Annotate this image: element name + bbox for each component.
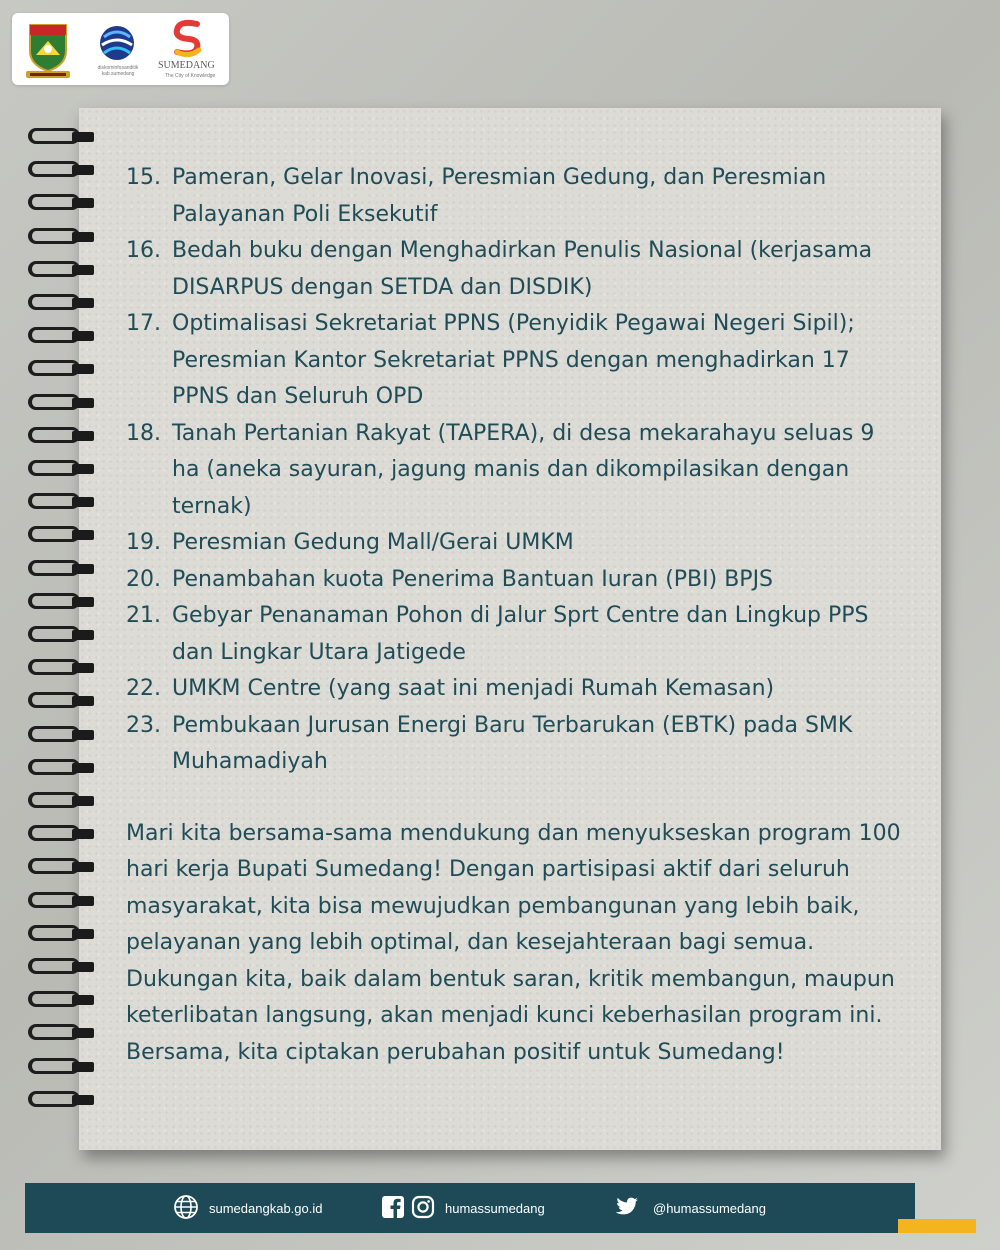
spiral-hole: [72, 796, 94, 806]
list-item: [126, 160, 926, 233]
spiral-hole: [72, 232, 94, 242]
paragraph-line: masyarakat, kita bisa mewujudkan pembangunan yang lebih baik,: [126, 893, 860, 919]
spiral-hole: [72, 763, 94, 773]
list-item-line: dan Lingkar Utara Jatigede: [172, 639, 466, 665]
globe-icon: [173, 1194, 199, 1223]
page-content: [126, 160, 926, 1071]
program-list: [126, 160, 926, 781]
spiral-ring: [28, 659, 90, 677]
spiral-hole: [72, 298, 94, 308]
footer-twitter[interactable]: [615, 1183, 766, 1233]
spiral-ring: [28, 858, 90, 876]
list-item-line: PPNS dan Seluruh OPD: [172, 384, 424, 409]
list-item-text: [172, 598, 926, 671]
list-item-number: 15.: [126, 165, 161, 190]
spiral-hole: [72, 829, 94, 839]
list-item-line: Tanah Pertanian Rakyat (TAPERA), di desa mekarahayu seluas 9: [172, 420, 875, 446]
list-item: [126, 708, 926, 781]
spiral-ring: [28, 792, 90, 810]
list-item-number: 17.: [126, 311, 161, 336]
spiral-ring: [28, 1091, 90, 1109]
sumedang-caption: SUMEDANG: [158, 60, 215, 71]
list-item-number: 18.: [126, 420, 161, 446]
list-item-line: DISARPUS dengan SETDA dan DISDIK): [172, 274, 593, 300]
spiral-hole: [72, 862, 94, 872]
spiral-hole: [72, 265, 94, 275]
spiral-ring: [28, 161, 90, 179]
kominfo-icon: [94, 23, 140, 67]
list-item-text: [172, 416, 926, 526]
spiral-ring: [28, 692, 90, 710]
spiral-ring: [28, 825, 90, 843]
list-item: [126, 598, 926, 671]
twitter-icon: [615, 1196, 639, 1221]
spiral-ring: [28, 427, 90, 445]
list-item-number: 23.: [126, 712, 161, 738]
spiral-ring: [28, 194, 90, 212]
spiral-ring: [28, 128, 90, 146]
spiral-hole: [72, 364, 94, 374]
list-item-number: 16.: [126, 238, 161, 263]
list-item-line: Palayanan Poli Eksekutif: [172, 201, 438, 227]
list-item-text: [172, 562, 926, 599]
spiral-hole: [72, 896, 94, 906]
footer-website[interactable]: [173, 1183, 322, 1233]
list-item-text: [172, 708, 926, 781]
spiral-ring: [28, 394, 90, 412]
list-item-number: 20.: [126, 566, 161, 592]
spiral-ring: [28, 294, 90, 312]
spiral-hole: [72, 331, 94, 341]
list-item-line: UMKM Centre (yang saat ini menjadi Rumah Kemasan): [172, 676, 775, 701]
list-item: [126, 233, 926, 306]
spiral-hole: [72, 165, 94, 175]
spiral-ring: [28, 925, 90, 943]
spiral-hole: [72, 530, 94, 540]
spiral-hole: [72, 663, 94, 673]
list-item-line: Pembukaan Jurusan Energi Baru Terbarukan (EBTK) pada SMK: [172, 712, 853, 738]
list-item: [126, 416, 926, 526]
spiral-ring: [28, 560, 90, 578]
list-item-text: [172, 525, 926, 562]
paragraph-line: keterlibatan langsung, akan menjadi kunci keberhasilan program ini.: [126, 1003, 883, 1028]
spiral-hole: [72, 1028, 94, 1038]
list-item: [126, 525, 926, 562]
spiral-ring: [28, 460, 90, 478]
spiral-hole: [72, 696, 94, 706]
list-item: [126, 562, 926, 599]
social-handle-text: humassumedang: [445, 1200, 545, 1216]
crest-icon: [24, 21, 72, 83]
spiral-hole: [72, 464, 94, 474]
facebook-icon: [381, 1195, 405, 1222]
spiral-hole: [72, 1095, 94, 1105]
list-item-line: Peresmian Gedung Mall/Gerai UMKM: [172, 530, 574, 555]
spiral-ring: [28, 759, 90, 777]
list-item-number: 21.: [126, 603, 161, 628]
paragraph-line: Mari kita bersama-sama mendukung dan menyukseskan program 100: [126, 820, 901, 846]
twitter-handle-text: @humassumedang: [653, 1200, 766, 1216]
footer-bar: [25, 1183, 915, 1233]
list-item: [126, 306, 926, 416]
spiral-ring: [28, 1058, 90, 1076]
paragraph-line: hari kerja Bupati Sumedang! Dengan partisipasi aktif dari seluruh: [126, 857, 850, 882]
spiral-hole: [72, 1062, 94, 1072]
list-item-line: Bedah buku dengan Menghadirkan Penulis Nasional (kerjasama: [172, 238, 873, 263]
list-item-text: [172, 233, 926, 306]
spiral-hole: [72, 630, 94, 640]
list-item-line: Optimalisasi Sekretariat PPNS (Penyidik Pegawai Negeri Sipil);: [172, 311, 855, 336]
spiral-hole: [72, 431, 94, 441]
spiral-ring: [28, 892, 90, 910]
spiral-ring: [28, 261, 90, 279]
paragraph-line: Dukungan kita, baik dalam bentuk saran, kritik membangun, maupun: [126, 966, 895, 992]
spiral-ring: [28, 726, 90, 744]
spiral-ring: [28, 327, 90, 345]
list-item-line: Penambahan kuota Penerima Bantuan Iuran (PBI) BPJS: [172, 566, 774, 592]
spiral-hole: [72, 730, 94, 740]
spiral-ring: [28, 1024, 90, 1042]
spiral-ring: [28, 593, 90, 611]
spiral-ring: [28, 958, 90, 976]
spiral-ring: [28, 526, 90, 544]
paragraph-line: Bersama, kita ciptakan perubahan positif untuk Sumedang!: [126, 1039, 785, 1065]
spiral-ring: [28, 493, 90, 511]
list-item-number: 22.: [126, 676, 161, 701]
closing-paragraph: [126, 816, 926, 1072]
spiral-hole: [72, 497, 94, 507]
spiral-hole: [72, 929, 94, 939]
footer-social[interactable]: [381, 1183, 545, 1233]
spiral-hole: [72, 995, 94, 1005]
list-item-number: 19.: [126, 530, 161, 555]
spiral-ring: [28, 228, 90, 246]
list-item-line: Pameran, Gelar Inovasi, Peresmian Gedung, dan Peresmian: [172, 165, 827, 190]
list-item-text: [172, 160, 926, 233]
spiral-hole: [72, 398, 94, 408]
paragraph-line: pelayanan yang lebih optimal, dan kesejahteraan bagi semua.: [126, 930, 815, 955]
logo-bar: [12, 13, 229, 85]
kominfo-caption: diskominfosanditik kab.sumedang: [97, 65, 139, 77]
list-item-text: [172, 671, 926, 708]
list-item-line: ternak): [172, 493, 252, 519]
spiral-hole: [72, 564, 94, 574]
spiral-hole: [72, 962, 94, 972]
list-item-line: Gebyar Penanaman Pohon di Jalur Sprt Centre dan Lingkup PPS: [172, 603, 869, 628]
spiral-hole: [72, 198, 94, 208]
website-text: sumedangkab.go.id: [209, 1200, 323, 1216]
list-item-line: Muhamadiyah: [172, 749, 328, 774]
list-item-line: Peresmian Kantor Sekretariat PPNS dengan menghadirkan 17: [172, 347, 850, 373]
sumedang-tagline: The City of Knowledge: [165, 73, 216, 79]
list-item-line: ha (aneka sayuran, jagung manis dan dikompilasikan dengan: [172, 457, 850, 482]
footer-accent-bar: [898, 1219, 976, 1233]
spiral-ring: [28, 991, 90, 1009]
spiral-ring: [28, 626, 90, 644]
spiral-hole: [72, 597, 94, 607]
list-item-text: [172, 306, 926, 416]
sumedang-s-icon: [169, 18, 205, 62]
list-item: [126, 671, 926, 708]
instagram-icon: [411, 1195, 435, 1222]
spiral-ring: [28, 360, 90, 378]
spiral-hole: [72, 132, 94, 142]
